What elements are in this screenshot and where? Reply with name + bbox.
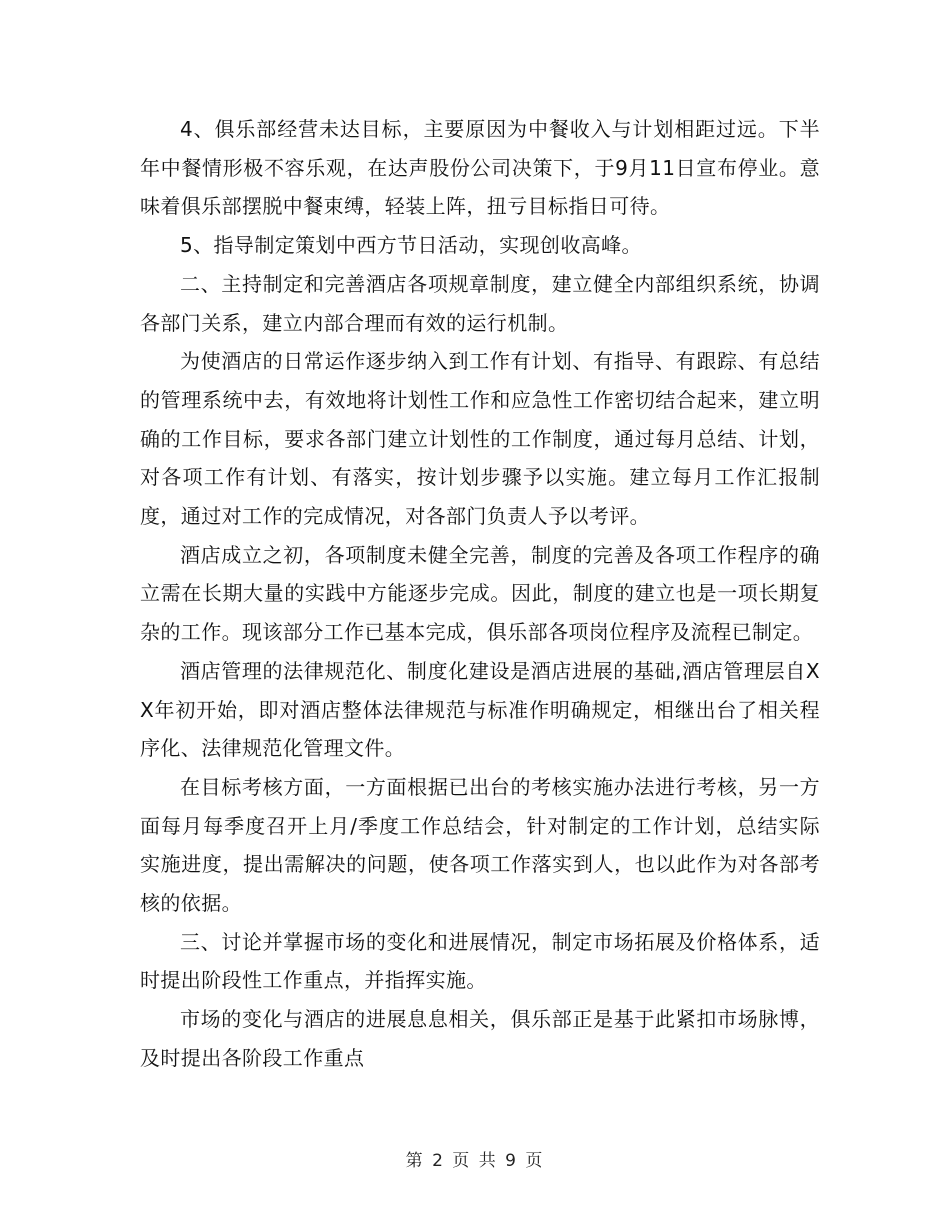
paragraph-1: 4、俱乐部经营未达目标，主要原因为中餐收入与计划相距过远。下半年中餐情形极不容乐观，在达声股份公司决策下，于9月11日宣布停业。意味着俱乐部摆脱中餐束缚，轻装上阵，扭亏目标指日可待。 [140,117,820,219]
paragraph-5: 酒店成立之初，各项制度未健全完善，制度的完善及各项工作程序的确立需在长期大量的实践中方能逐步完成。因此，制度的建立也是一项长期复杂的工作。现该部分工作已基本完成，俱乐部各项岗位程序及流程已制定。 [140,542,820,645]
paragraph-2: 5、指导制定策划中西方节日活动，实现创收高峰。 [180,233,642,258]
page-number-footer: 第 2 页 共 9 页 [405,1151,545,1171]
document-body [140,110,820,1078]
paragraph-8: 三、讨论并掌握市场的变化和进展情况，制定市场拓展及价格体系，适时提出阶段性工作重点，并指挥实施。 [140,929,820,993]
paragraph-6: 酒店管理的法律规范化、制度化建设是酒店进展的基础,酒店管理层自XX年初开始，即对酒店整体法律规范与标准作明确规定，相继出台了相关程序化、法律规范化管理文件。 [140,658,820,761]
paragraph-4: 为使酒店的日常运作逐步纳入到工作有计划、有指导、有跟踪、有总结的管理系统中去，有效地将计划性工作和应急性工作密切结合起来，建立明确的工作目标，要求各部门建立计划性的工作制度，通过每月总结、计划，对各项工作有计划、有落实，按计划步骤予以实施。建立每月工作汇报制度，通过对工作的完成情况，对各部门负责人予以考评。 [140,349,820,529]
paragraph-3: 二、主持制定和完善酒店各项规章制度，建立健全内部组织系统，协调各部门关系，建立内部合理而有效的运行机制。 [140,271,820,335]
paragraph-9: 市场的变化与酒店的进展息息相关，俱乐部正是基于此紧扣市场脉博，及时提出各阶段工作重点 [140,1007,820,1070]
paragraph-7: 在目标考核方面，一方面根据已出台的考核实施办法进行考核，另一方面每月每季度召开上月/季度工作总结会，针对制定的工作计划，总结实际实施进度，提出需解决的问题，使各项工作落实到人，也以此作为对各部考核的依据。 [140,774,820,916]
